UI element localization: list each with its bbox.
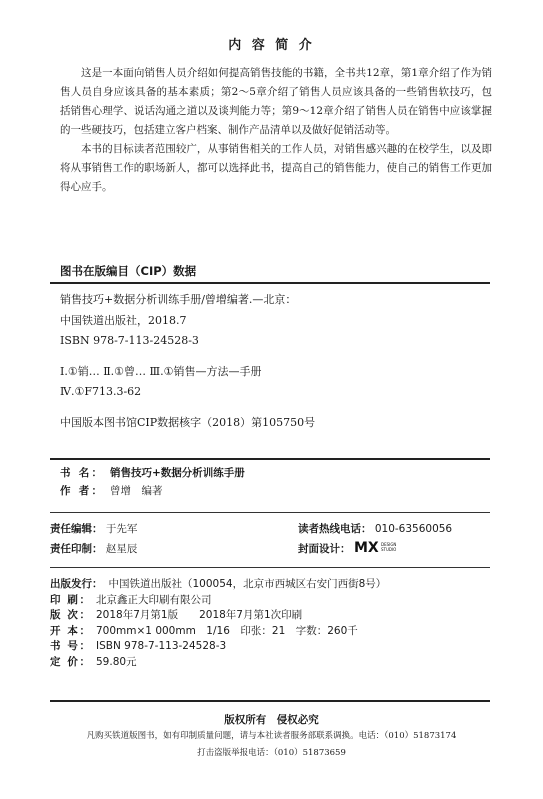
editor-info xyxy=(50,521,490,561)
intro-title: 内 容 简 介 xyxy=(228,38,315,53)
edition-label: 版 次： xyxy=(50,609,90,622)
cip-heading: 图书在版编目（CIP）数据 xyxy=(60,264,197,278)
cover-design-logo xyxy=(354,539,406,558)
price-value: 59.80元 xyxy=(96,655,137,668)
intro-paragraph-2: 本书的目标读者范围较广，从事销售相关的工作人员，对销售感兴趣的在校学生，以及即将从事销售工作的职场新人，都可以选择此书，提高自己的销售能力，使自己的销售工作更加得心应手。 xyxy=(60,143,492,193)
cip-line-6: 中国版本图书馆CIP数据核字（2018）第105750号 xyxy=(60,415,316,429)
hotline-label: 读者热线电话： xyxy=(298,523,372,535)
price-label: 定 价： xyxy=(50,655,90,668)
author-value: 曾增 编著 xyxy=(110,485,163,497)
format-value: 700mm×1 000mm 1/16 印张：21 字数：260千 xyxy=(96,624,358,637)
cip-line-4: Ⅰ.①销… Ⅱ.①曾… Ⅲ.①销售—方法—手册 xyxy=(60,364,262,378)
quality-notice: 凡购买铁道版图书，如有印制质量问题，请与本社读者服务部联系调换。电话：（010）51873174 xyxy=(86,731,457,741)
cip-line-2: 中国铁道出版社，2018.7 xyxy=(60,313,187,327)
edition-value: 2018年7月第1版 2018年7月第1次印刷 xyxy=(96,609,303,622)
publisher-label: 出版发行： xyxy=(50,578,103,590)
svg-text:MX: MX xyxy=(353,540,379,555)
publication-info xyxy=(50,577,490,671)
svg-text:DESIGN: DESIGN xyxy=(380,542,397,547)
cip-line-1: 销售技巧+数据分析训练手册/曾增编著.—北京： xyxy=(60,293,297,306)
cover-label: 封面设计： xyxy=(298,542,351,555)
publisher-value: 中国铁道出版社（100054，北京市西城区右安门西街8号） xyxy=(108,578,387,590)
cip-line-5: Ⅳ.①F713.3-62 xyxy=(60,385,142,398)
book-info xyxy=(50,465,490,505)
printer-value: 北京鑫正大印刷有限公司 xyxy=(96,593,212,606)
hotline-value: 010-63560056 xyxy=(374,523,453,535)
format-label: 开 本： xyxy=(50,624,90,637)
intro-text xyxy=(60,64,492,197)
isbn-value: ISBN 978-7-113-24528-3 xyxy=(96,640,227,653)
printer-label: 印 刷： xyxy=(50,593,90,606)
cip-data xyxy=(60,290,490,433)
copyright-notice: 版权所有 侵权必究 xyxy=(224,714,319,726)
editor-value: 于先军 xyxy=(105,523,138,535)
cip-line-3: ISBN 978-7-113-24528-3 xyxy=(60,334,199,347)
svg-text:STUDIO: STUDIO xyxy=(380,547,397,552)
divider xyxy=(50,458,490,460)
editor-label: 责任编辑： xyxy=(50,523,103,535)
divider xyxy=(50,512,490,513)
book-name-value: 销售技巧+数据分析训练手册 xyxy=(110,467,245,479)
anti-piracy-hotline: 打击盗版举报电话：（010）51873659 xyxy=(197,748,346,758)
divider xyxy=(50,282,490,284)
book-name-label: 书 名： xyxy=(60,467,102,479)
intro-paragraph-1: 这是一本面向销售人员介绍如何提高销售技能的书籍，全书共12章，第1章介绍了作为销售人员自身应该具备的基本素质；第2～5章介绍了销售人员应该具备的一些销售软技巧，包括销售心理学、说话沟通之道以及谈判能力等；第9～12章介绍了销售人员在销售中应该掌握的一些硬技巧，包括建立客户档案、制作产品清单以及做好促销活动等。 xyxy=(60,67,492,136)
divider xyxy=(50,700,490,702)
author-label: 作 者： xyxy=(60,485,102,497)
print-value: 赵星辰 xyxy=(105,543,138,555)
print-label: 责任印制： xyxy=(50,543,103,555)
divider xyxy=(50,567,490,568)
isbn-label: 书 号： xyxy=(50,640,90,653)
